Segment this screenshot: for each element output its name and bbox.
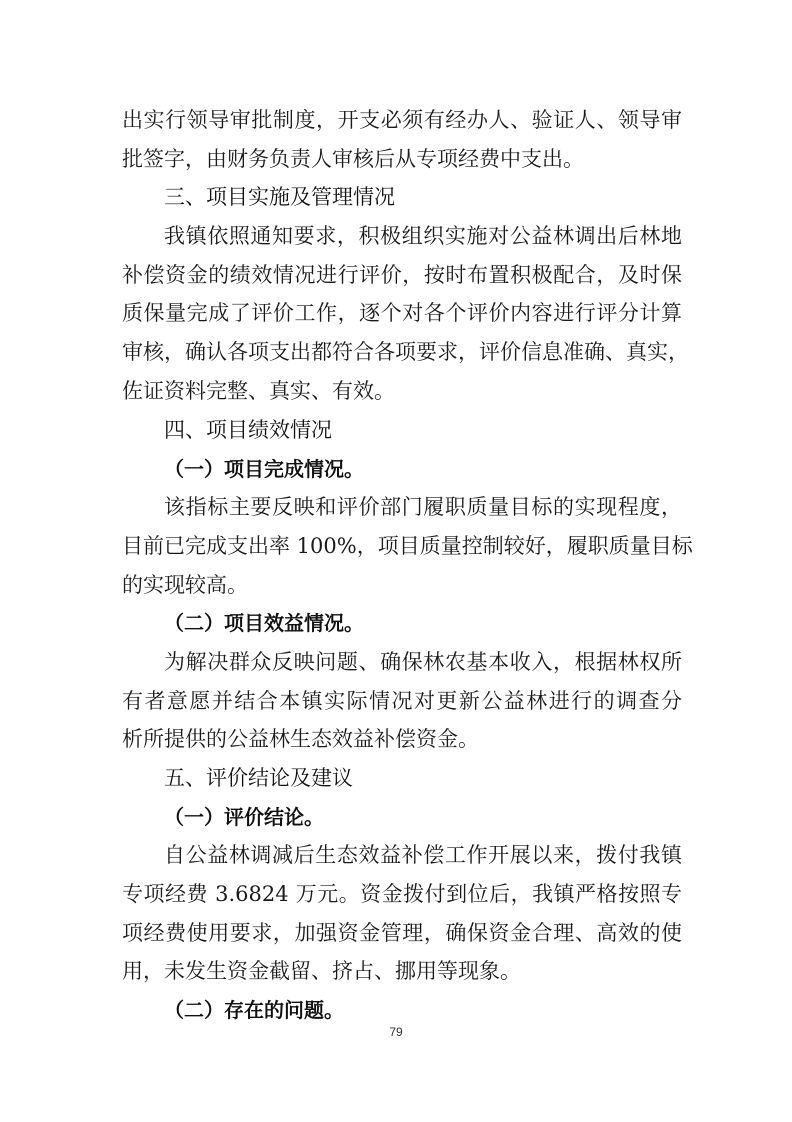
subsection-heading: （一）项目完成情况。 [164,457,364,481]
body-line: 自公益林调减后生态效益补偿工作开展以来，拨付我镇 [164,843,682,867]
body-line: 该指标主要反映和评价部门履职质量目标的实现程度， [164,495,682,519]
section-heading: 三、项目实施及管理情况 [164,185,395,209]
subsection-heading: （二）项目效益情况。 [164,611,364,635]
body-line: 用，未发生资金截留、挤占、挪用等现象。 [122,959,521,983]
body-line: 补偿资金的绩效情况进行评价，按时布置积极配合，及时保 [122,263,682,287]
subsection-heading: （二）存在的问题。 [164,998,344,1022]
body-line: 出实行领导审批制度，开支必须有经办人、验证人、领导审 [122,108,682,132]
body-line: 析所提供的公益林生态效益补偿资金。 [122,727,479,751]
body-line: 佐证资料完整、真实、有效。 [122,379,395,403]
body-line: 为解决群众反映问题、确保林农基本收入，根据林权所 [164,650,682,674]
page-number: 79 [389,1025,403,1039]
section-heading: 四、项目绩效情况 [164,418,332,442]
body-line: 项经费使用要求，加强资金管理，确保资金合理、高效的使 [122,921,682,945]
body-line: 批签字，由财务负责人审核后从专项经费中支出。 [122,147,584,171]
body-line: 我镇依照通知要求，积极组织实施对公益林调出后林地 [164,224,682,248]
body-line: 审核，确认各项支出都符合各项要求，评价信息准确、真实， [122,340,689,364]
body-line: 专项经费 3.6824 万元。资金拨付到位后，我镇严格按照专 [122,882,682,906]
section-heading: 五、评价结论及建议 [164,766,353,790]
body-line: 目前已完成支出率 100%，项目质量控制较好，履职质量目标 [122,534,693,558]
body-line: 质保量完成了评价工作，逐个对各个评价内容进行评分计算 [122,301,682,325]
subsection-heading: （一）评价结论。 [164,805,324,829]
body-line: 有者意愿并结合本镇实际情况对更新公益林进行的调查分 [122,689,682,713]
body-line: 的实现较高。 [122,573,248,597]
